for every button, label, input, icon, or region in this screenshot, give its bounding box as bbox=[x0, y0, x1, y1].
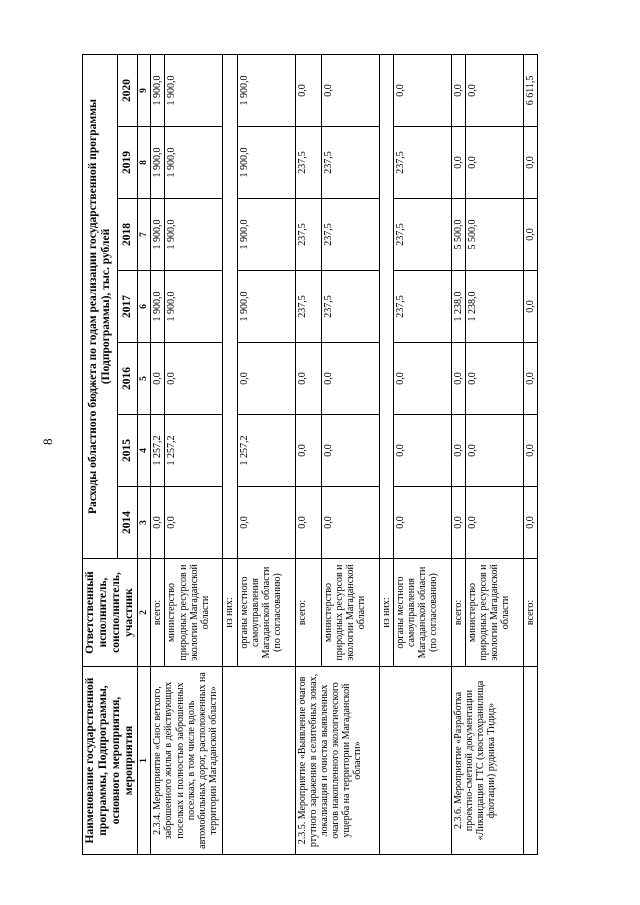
value-cell: 0,0 bbox=[523, 199, 537, 271]
table-row bbox=[379, 54, 393, 854]
total-name-blank bbox=[523, 667, 537, 855]
index-cell: 7 bbox=[137, 199, 151, 271]
value-cell: 1 257,2 bbox=[151, 415, 165, 487]
value-cell: 0,0 bbox=[165, 487, 223, 559]
value-cell: 0,0 bbox=[465, 127, 523, 199]
value-cell: 0,0 bbox=[393, 54, 451, 126]
value-cell: 237,5 bbox=[393, 271, 451, 343]
header-year: 2019 bbox=[118, 127, 137, 199]
header-year: 2017 bbox=[118, 271, 137, 343]
index-cell: 8 bbox=[137, 127, 151, 199]
value-cell: 0,0 bbox=[237, 343, 295, 415]
header-year: 2018 bbox=[118, 199, 137, 271]
value-cell: 0,0 bbox=[523, 127, 537, 199]
value-cell: 1 900,0 bbox=[165, 54, 223, 126]
header-budget: Расходы областного бюджета по годам реализации государственной программы (Подпрограммы), тыс. рублей bbox=[83, 54, 118, 558]
index-cell: 9 bbox=[137, 54, 151, 126]
responsible-cell: из них: bbox=[379, 559, 393, 667]
value-cell: 0,0 bbox=[451, 415, 465, 487]
responsible-cell: всего: bbox=[451, 559, 465, 667]
value-cell: 1 257,2 bbox=[237, 415, 295, 487]
value-cell: 5 500,0 bbox=[465, 199, 523, 271]
value-cell: 0,0 bbox=[523, 271, 537, 343]
value-cell: 1 900,0 bbox=[151, 127, 165, 199]
value-cell: 1 900,0 bbox=[237, 54, 295, 126]
value-cell: 0,0 bbox=[165, 343, 223, 415]
value-cell: 0,0 bbox=[295, 343, 321, 415]
table-row bbox=[223, 54, 237, 854]
measure-name-blank bbox=[223, 667, 295, 855]
value-cell: 1 900,0 bbox=[165, 127, 223, 199]
responsible-cell: всего: bbox=[151, 559, 165, 667]
value-cell: 0,0 bbox=[295, 415, 321, 487]
value-cell: 1 900,0 bbox=[165, 199, 223, 271]
responsible-cell: органы местного самоуправления Магаданской области (по согласованию) bbox=[393, 559, 451, 667]
value-cell: 0,0 bbox=[321, 415, 379, 487]
index-cell: 1 bbox=[137, 667, 151, 855]
value-cell: 0,0 bbox=[295, 54, 321, 126]
value-cell: 0,0 bbox=[451, 343, 465, 415]
value-cell: 1 900,0 bbox=[237, 271, 295, 343]
blank-cell bbox=[379, 54, 393, 558]
page-number: 8 bbox=[40, 438, 55, 445]
header-year: 2015 bbox=[118, 415, 137, 487]
value-cell: 0,0 bbox=[321, 343, 379, 415]
value-cell: 237,5 bbox=[393, 199, 451, 271]
header-year: 2020 bbox=[118, 54, 137, 126]
value-cell: 1 900,0 bbox=[237, 127, 295, 199]
value-cell: 0,0 bbox=[295, 487, 321, 559]
value-cell: 237,5 bbox=[393, 127, 451, 199]
value-cell: 1 900,0 bbox=[151, 199, 165, 271]
responsible-cell: из них: bbox=[223, 559, 237, 667]
measure-name-blank bbox=[379, 667, 451, 855]
measure-name: 2.3.5. Мероприятие «Выявление очагов ртутного заражения в селитебных зонах, локализация и очистка выявленных очагов накопленного экологического ущерба на территории Магаданской области» bbox=[295, 667, 379, 855]
index-cell: 5 bbox=[137, 343, 151, 415]
value-cell: 1 900,0 bbox=[165, 271, 223, 343]
value-cell: 1 900,0 bbox=[151, 54, 165, 126]
responsible-cell: министерство природных ресурсов и экологии Магаданской области bbox=[165, 559, 223, 667]
blank-cell bbox=[223, 54, 237, 558]
value-cell: 237,5 bbox=[321, 127, 379, 199]
responsible-cell: министерство природных ресурсов и экологии Магаданской области bbox=[465, 559, 523, 667]
value-cell: 0,0 bbox=[151, 487, 165, 559]
responsible-cell: всего: bbox=[295, 559, 321, 667]
index-cell: 6 bbox=[137, 271, 151, 343]
value-cell: 0,0 bbox=[465, 487, 523, 559]
value-cell: 0,0 bbox=[523, 415, 537, 487]
value-cell: 1 900,0 bbox=[237, 199, 295, 271]
rotated-page bbox=[82, 55, 612, 855]
value-cell: 0,0 bbox=[451, 487, 465, 559]
table-row bbox=[295, 54, 321, 854]
value-cell: 0,0 bbox=[465, 54, 523, 126]
index-cell: 3 bbox=[137, 487, 151, 559]
value-cell: 0,0 bbox=[393, 487, 451, 559]
header-year: 2016 bbox=[118, 343, 137, 415]
header-year: 2014 bbox=[118, 487, 137, 559]
value-cell: 0,0 bbox=[523, 487, 537, 559]
value-cell: 237,5 bbox=[295, 127, 321, 199]
value-cell: 0,0 bbox=[321, 54, 379, 126]
measure-name: 2.3.4. Мероприятие «Снос ветхого, заброшенного жилья в действующих поселках и полностью заброшенных поселках, в том числе вдоль автомобильных дорог, расположенных на территории Магаданской области» bbox=[151, 667, 223, 855]
value-cell: 0,0 bbox=[465, 415, 523, 487]
value-cell: 1 900,0 bbox=[151, 271, 165, 343]
value-cell: 0,0 bbox=[451, 127, 465, 199]
value-cell: 1 257,2 bbox=[165, 415, 223, 487]
header-responsible: Ответственный исполнитель, соисполнитель, участник bbox=[83, 559, 138, 667]
table-row bbox=[451, 54, 465, 854]
value-cell: 237,5 bbox=[321, 199, 379, 271]
responsible-cell: всего: bbox=[523, 559, 537, 667]
header-name: Наименование государственной программы, Подпрограммы, основного мероприятия, мероприятия bbox=[83, 667, 138, 855]
value-cell: 0,0 bbox=[393, 415, 451, 487]
value-cell: 0,0 bbox=[465, 343, 523, 415]
value-cell: 0,0 bbox=[237, 487, 295, 559]
index-cell: 4 bbox=[137, 415, 151, 487]
value-cell: 6 611,5 bbox=[523, 54, 537, 126]
index-cell: 2 bbox=[137, 559, 151, 667]
value-cell: 237,5 bbox=[295, 271, 321, 343]
value-cell: 5 500,0 bbox=[451, 199, 465, 271]
value-cell: 0,0 bbox=[451, 54, 465, 126]
value-cell: 1 238,0 bbox=[451, 271, 465, 343]
measure-name: 2.3.6. Мероприятие «Разработка проектно-сметной документации «Ликвидация ГТС (хвостохранилища флотации) рудника Тидид» bbox=[451, 667, 523, 855]
value-cell: 0,0 bbox=[321, 487, 379, 559]
table-row bbox=[151, 54, 165, 854]
value-cell: 1 238,0 bbox=[465, 271, 523, 343]
value-cell: 0,0 bbox=[523, 343, 537, 415]
total-row bbox=[523, 54, 537, 854]
budget-table bbox=[82, 54, 538, 855]
index-row bbox=[137, 54, 151, 854]
value-cell: 0,0 bbox=[151, 343, 165, 415]
responsible-cell: органы местного самоуправления Магаданской области (по согласованию) bbox=[237, 559, 295, 667]
value-cell: 0,0 bbox=[393, 343, 451, 415]
responsible-cell: министерство природных ресурсов и экологии Магаданской области bbox=[321, 559, 379, 667]
value-cell: 237,5 bbox=[321, 271, 379, 343]
value-cell: 237,5 bbox=[295, 199, 321, 271]
